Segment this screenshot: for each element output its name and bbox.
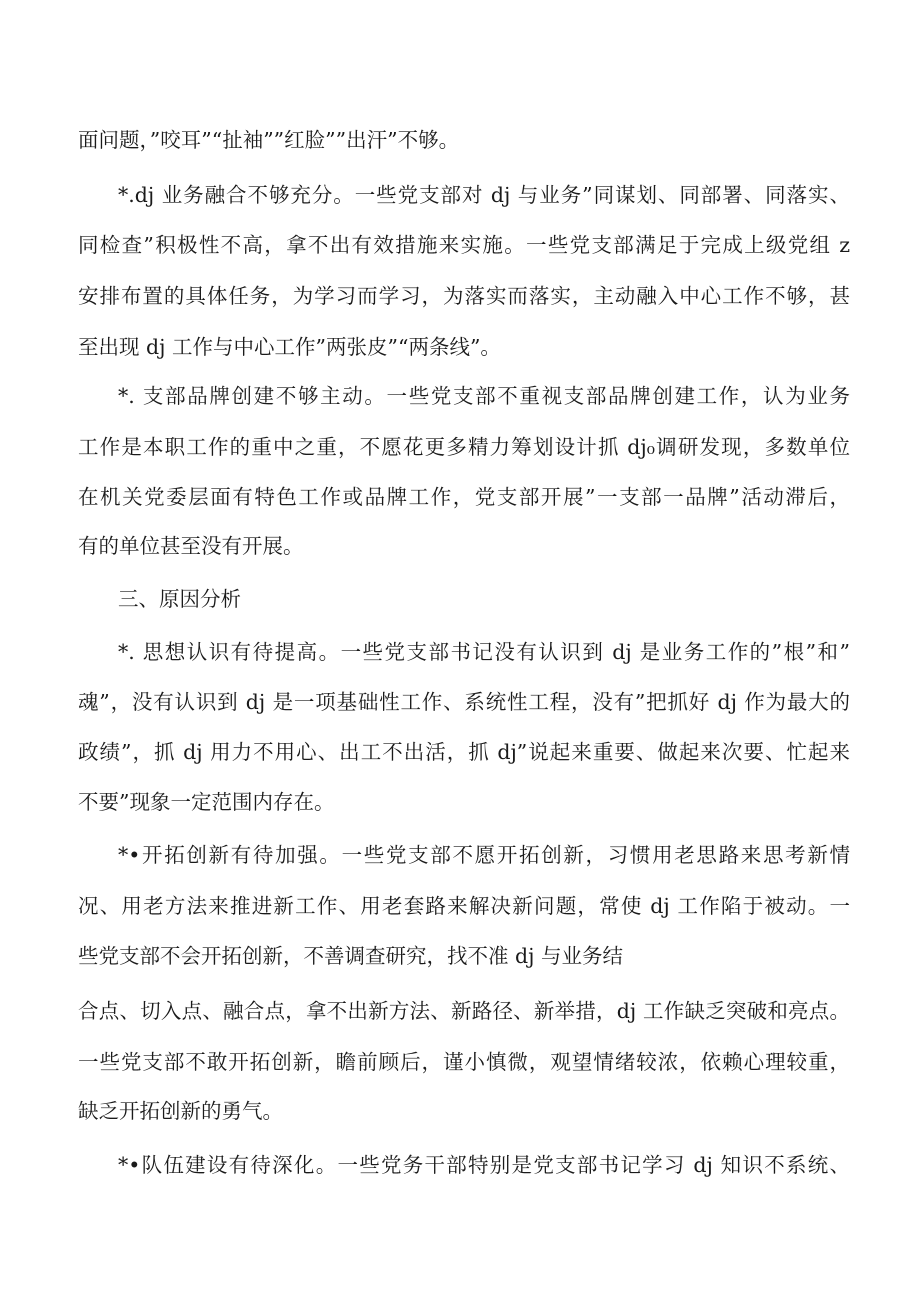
section-heading: 三、原因分析 <box>118 587 241 611</box>
text-line: 有的单位甚至没有开展。 <box>78 534 304 558</box>
text-line: *. 思想认识有待提高。一些党支部书记没有认识到 dj 是业务工作的”根”和” <box>118 640 850 664</box>
text-line: 合点、切入点、融合点，拿不出新方法、新路径、新举措，dj 工作缺乏突破和亮点。 <box>78 999 850 1023</box>
text-line: 同检查”积极性不高，拿不出有效措施来实施。一些党支部满足于完成上级党组 z <box>78 233 850 257</box>
text-line: 魂”，没有认识到 dj 是一项基础性工作、系统性工程，没有”把抓好 dj 作为最大的 <box>78 690 850 714</box>
text-line: 一些党支部不敢开拓创新，瞻前顾后，谨小慎微，观望情绪较浓，依赖心理较重， <box>78 1050 850 1074</box>
text-line: 不要”现象一定范围内存在。 <box>78 790 335 814</box>
text-line: 况、用老方法来推进新工作、用老套路来解决新问题，常使 dj 工作陷于被动。一 <box>78 894 850 918</box>
text-line: 安排布置的具体任务，为学习而学习，为落实而落实，主动融入中心工作不够，甚 <box>78 284 850 308</box>
text-line: 些党支部不会开拓创新，不善调查研究，找不准 dj 与业务结 <box>78 944 624 968</box>
text-line: 缺乏开拓创新的勇气。 <box>78 1099 283 1123</box>
text-line: *. 支部品牌创建不够主动。一些党支部不重视支部品牌创建工作，认为业务 <box>118 384 850 408</box>
text-line: 政绩”，抓 dj 用力不用心、出工不出活，抓 dj”说起来重要、做起来次要、忙起来 <box>78 740 850 764</box>
text-line: *•开拓创新有待加强。一些党支部不愿开拓创新，习惯用老思路来思考新情 <box>118 843 850 867</box>
text-line: 至出现 dj 工作与中心工作”两张皮”“两条线”。 <box>78 335 501 359</box>
text-line: 面问题，”咬耳”“扯袖””红脸””出汗”不够。 <box>78 128 460 152</box>
text-line: 工作是本职工作的重中之重，不愿花更多精力筹划设计抓 dj₀调研发现，多数单位 <box>78 435 850 459</box>
text-line: 在机关党委层面有特色工作或品牌工作，党支部开展”一支部一品牌”活动滞后， <box>78 485 850 509</box>
text-line: *.dj 业务融合不够充分。一些党支部对 dj 与业务”同谋划、同部署、同落实、 <box>118 183 850 207</box>
text-line: *•队伍建设有待深化。一些党务干部特别是党支部书记学习 dj 知识不系统、 <box>118 1153 850 1177</box>
